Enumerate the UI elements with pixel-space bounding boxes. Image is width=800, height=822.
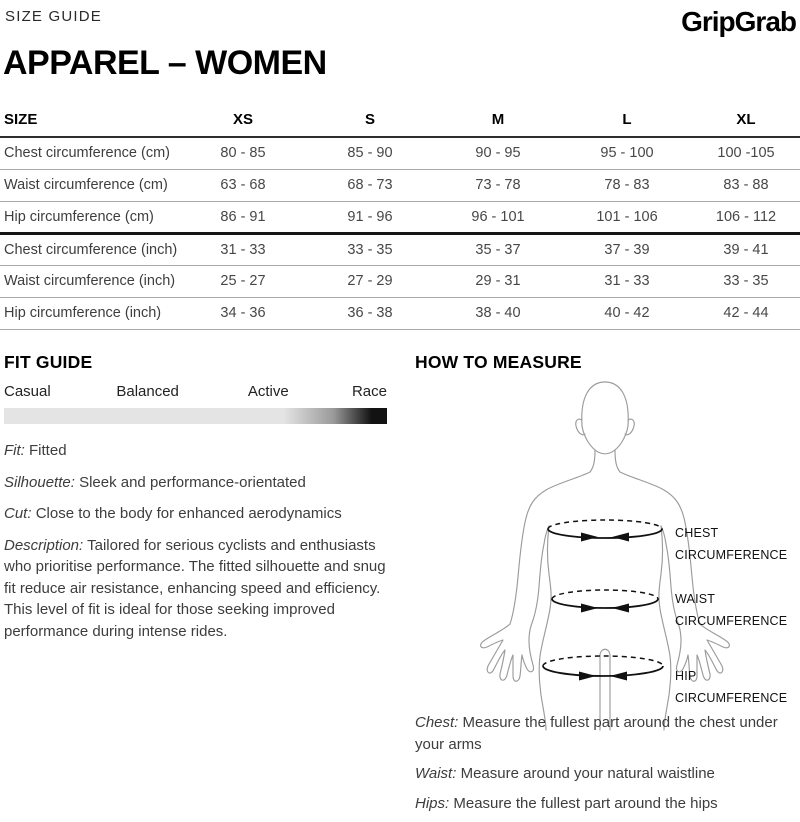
- table-row: [0, 297, 800, 329]
- size-table: [0, 103, 800, 330]
- page-title: APPAREL – WOMEN: [3, 44, 327, 82]
- col-header-xs: XS: [232, 111, 253, 128]
- measure-arrow-left: [612, 604, 629, 613]
- cell: 35 - 37: [475, 241, 521, 258]
- cell: 39 - 41: [723, 241, 769, 258]
- col-header-s: S: [364, 111, 375, 128]
- scale-label-active: Active: [247, 383, 289, 400]
- scale-label-race: Race: [351, 383, 387, 400]
- table-row: [0, 201, 800, 233]
- chest-circumference-label: CHEST CIRCUMFERENCE: [675, 526, 788, 562]
- measure-instruction-waist: Waist: Measure around your natural waistline: [415, 765, 715, 782]
- cell: 78 - 83: [604, 177, 650, 193]
- cell: 36 - 38: [347, 305, 393, 321]
- cell: 33 - 35: [347, 241, 393, 258]
- measure-instructions: [415, 712, 800, 822]
- cell: 25 - 27: [220, 273, 266, 289]
- measure-arrow-right: [581, 604, 598, 613]
- fit-attribute-silhouette: Silhouette: Sleek and performance-orientated: [4, 473, 306, 491]
- cell: 73 - 78: [475, 177, 521, 193]
- fit-guide-section: [4, 350, 387, 650]
- measure-arrow-left: [612, 533, 629, 542]
- fit-attribute-description: Description: Tailored for serious cyclists and enthusiasts who prioritise performance. The fitted silhouette and snug fit reduce air resistance, enhancing speed and efficiency. This level of fit is ideal for those seeking improved performance during intense rides.: [4, 536, 386, 640]
- cell: 101 - 106: [596, 208, 658, 225]
- measure-instruction-hips: Hips: Measure the fullest part around the hips: [415, 794, 718, 812]
- cell: 85 - 90: [347, 145, 393, 162]
- measure-arrow-right: [579, 672, 596, 681]
- row-label: Chest circumference (inch): [4, 241, 178, 258]
- table-row: [0, 233, 800, 265]
- scale-label-casual: Casual: [4, 383, 51, 400]
- table-row: [0, 137, 800, 169]
- cell: 91 - 96: [347, 208, 393, 225]
- cell: 95 - 100: [600, 145, 654, 162]
- fit-scale-gradient-bar: [4, 408, 387, 424]
- fit-attribute-cut: Cut: Close to the body for enhanced aerodynamics: [4, 505, 342, 522]
- cell: 34 - 36: [220, 305, 266, 321]
- size-table-header-row: [0, 103, 800, 137]
- table-row: [0, 169, 800, 201]
- cell: 38 - 40: [475, 305, 521, 321]
- cell: 63 - 68: [220, 177, 266, 193]
- cell: 37 - 39: [604, 241, 650, 258]
- row-label: Hip circumference (inch): [4, 305, 162, 321]
- cell: 42 - 44: [723, 305, 769, 321]
- cell: 31 - 33: [604, 273, 650, 289]
- cell: 106 - 112: [715, 208, 777, 225]
- cell: 90 - 95: [475, 145, 521, 162]
- col-header-xl: XL: [736, 111, 756, 128]
- table-row: [0, 265, 800, 297]
- cell: 33 - 35: [723, 273, 769, 289]
- cell: 96 - 101: [471, 208, 525, 225]
- cell: 27 - 29: [347, 273, 393, 289]
- row-label: Waist circumference (inch): [4, 273, 176, 289]
- fit-attribute-fit: Fit: Fitted: [4, 442, 67, 459]
- cell: 83 - 88: [723, 177, 769, 193]
- cell: 68 - 73: [347, 177, 393, 193]
- measure-instruction-chest: Chest: Measure the fullest part around the chest under your arms: [415, 714, 778, 753]
- hip-circumference-label: HIP CIRCUMFERENCE: [675, 669, 788, 705]
- scale-label-balanced: Balanced: [116, 383, 179, 400]
- gripgrab-logo: GripGrab: [681, 6, 796, 37]
- fit-scale-labels: [4, 383, 387, 403]
- cell: 31 - 33: [220, 241, 266, 258]
- how-to-measure-heading: HOW TO MEASURE: [415, 352, 582, 372]
- row-label: Chest circumference (cm): [4, 145, 170, 162]
- how-to-measure-section: [415, 350, 800, 812]
- measure-arrow-right: [581, 533, 598, 542]
- waist-circumference-label: WAIST CIRCUMFERENCE: [675, 592, 788, 628]
- fit-guide-heading: FIT GUIDE: [4, 352, 93, 372]
- cell: 29 - 31: [475, 273, 521, 289]
- col-header-size: SIZE: [4, 111, 38, 128]
- cell: 100 -105: [717, 145, 775, 162]
- col-header-l: L: [622, 111, 632, 128]
- measure-arrow-left: [610, 672, 627, 681]
- cell: 40 - 42: [604, 305, 650, 321]
- cell: 80 - 85: [220, 145, 266, 162]
- fit-attributes: [4, 440, 387, 652]
- size-guide-kicker: SIZE GUIDE: [5, 8, 103, 25]
- cell: 86 - 91: [220, 208, 266, 225]
- row-label: Hip circumference (cm): [4, 208, 154, 225]
- row-label: Waist circumference (cm): [4, 177, 168, 193]
- col-header-m: M: [491, 111, 505, 128]
